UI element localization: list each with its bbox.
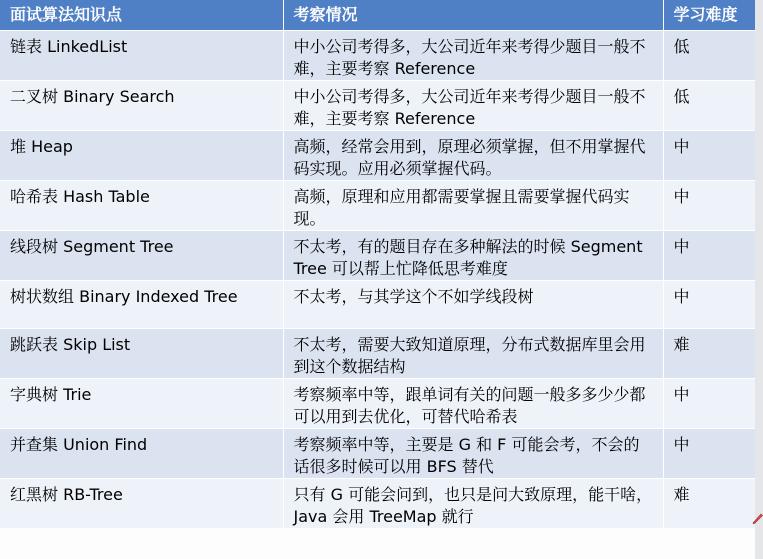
cell-difficulty: 中 bbox=[663, 181, 755, 231]
pen-cursor-icon bbox=[752, 512, 763, 524]
cell-topic: 跳跃表 Skip List bbox=[0, 329, 283, 379]
table-row bbox=[0, 231, 755, 281]
cell-topic: 堆 Heap bbox=[0, 131, 283, 181]
table-row bbox=[0, 429, 755, 479]
header-difficulty: 学习难度 bbox=[663, 0, 755, 31]
cell-detail: 不太考，与其学这个不如学线段树 bbox=[283, 281, 663, 329]
right-edge-strip bbox=[755, 0, 763, 559]
cell-detail: 考察频率中等，主要是 G 和 F 可能会考，不会的话很多时候可以用 BFS 替代 bbox=[283, 429, 663, 479]
cell-detail: 高频，经常会用到，原理必须掌握，但不用掌握代码实现。应用必须掌握代码。 bbox=[283, 131, 663, 181]
table-row bbox=[0, 131, 755, 181]
table-row bbox=[0, 281, 755, 329]
cell-topic: 哈希表 Hash Table bbox=[0, 181, 283, 231]
table-row bbox=[0, 379, 755, 429]
cell-difficulty: 低 bbox=[663, 31, 755, 81]
cell-topic: 红黑树 RB-Tree bbox=[0, 479, 283, 529]
cell-difficulty: 低 bbox=[663, 81, 755, 131]
cell-detail: 不太考，有的题目存在多种解法的时候 Segment Tree 可以帮上忙降低思考难度 bbox=[283, 231, 663, 281]
cell-difficulty: 中 bbox=[663, 231, 755, 281]
cell-topic: 树状数组 Binary Indexed Tree bbox=[0, 281, 283, 329]
cell-topic: 线段树 Segment Tree bbox=[0, 231, 283, 281]
cell-difficulty: 中 bbox=[663, 281, 755, 329]
cell-detail: 不太考，需要大致知道原理，分布式数据库里会用到这个数据结构 bbox=[283, 329, 663, 379]
cell-detail: 高频，原理和应用都需要掌握且需要掌握代码实现。 bbox=[283, 181, 663, 231]
cell-topic: 链表 LinkedList bbox=[0, 31, 283, 81]
table-row bbox=[0, 81, 755, 131]
cell-topic: 字典树 Trie bbox=[0, 379, 283, 429]
cell-detail: 考察频率中等，跟单词有关的问题一般多多少少都可以用到去优化，可替代哈希表 bbox=[283, 379, 663, 429]
table-row bbox=[0, 479, 755, 529]
cell-detail: 中小公司考得多，大公司近年来考得少题目一般不难，主要考察 Reference bbox=[283, 81, 663, 131]
cell-detail: 中小公司考得多，大公司近年来考得少题目一般不难，主要考察 Reference bbox=[283, 31, 663, 81]
header-topic: 面试算法知识点 bbox=[0, 0, 283, 31]
table-row bbox=[0, 329, 755, 379]
cell-difficulty: 难 bbox=[663, 479, 755, 529]
cell-difficulty: 中 bbox=[663, 429, 755, 479]
cell-topic: 二叉树 Binary Search bbox=[0, 81, 283, 131]
cell-difficulty: 中 bbox=[663, 379, 755, 429]
cell-detail: 只有 G 可能会问到，也只是问大致原理，能干啥，Java 会用 TreeMap 就行 bbox=[283, 479, 663, 529]
table-header-row bbox=[0, 0, 755, 31]
header-detail: 考察情况 bbox=[283, 0, 663, 31]
cell-difficulty: 难 bbox=[663, 329, 755, 379]
cell-difficulty: 中 bbox=[663, 131, 755, 181]
cell-topic: 并查集 Union Find bbox=[0, 429, 283, 479]
table-row bbox=[0, 31, 755, 81]
table-row bbox=[0, 181, 755, 231]
